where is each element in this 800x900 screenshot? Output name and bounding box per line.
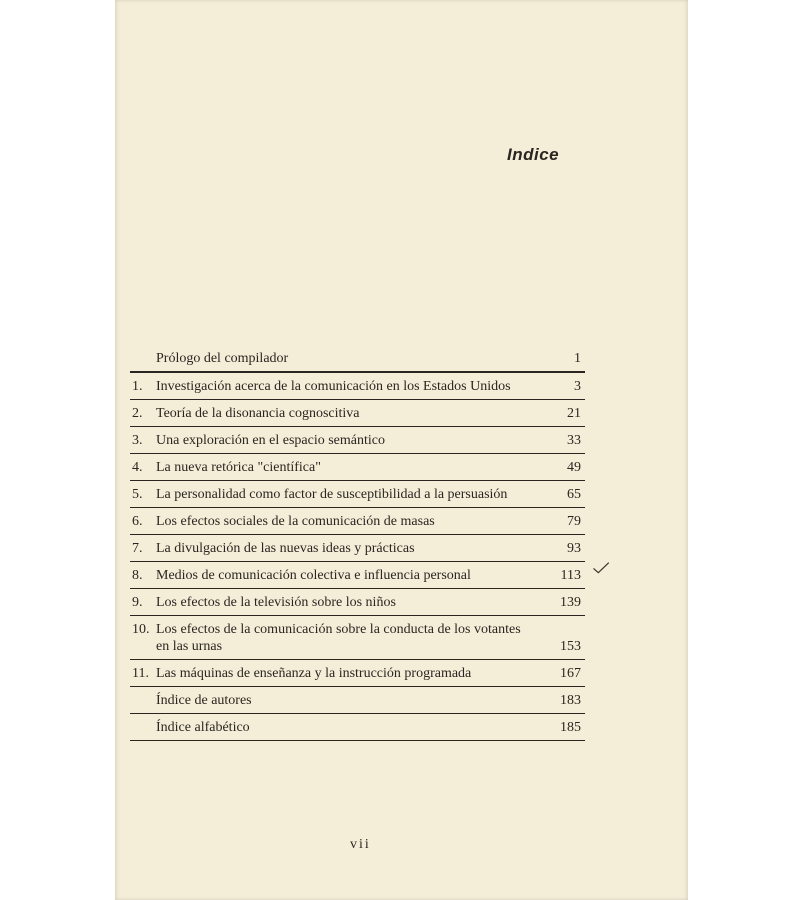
toc-row-prologue [130, 345, 585, 373]
toc-number: 7. [132, 541, 143, 556]
toc-page: 3 [574, 379, 581, 394]
toc-number: 11. [132, 666, 149, 681]
toc-row-4 [130, 454, 585, 481]
toc-page: 49 [567, 460, 581, 475]
toc-page: 33 [567, 433, 581, 448]
toc-number: 5. [132, 487, 143, 502]
toc-number: 1. [132, 379, 143, 394]
toc-page: 167 [560, 666, 581, 681]
toc-label: Investigación acerca de la comunicación en los Estados Unidos [156, 379, 511, 394]
toc-row-9 [130, 589, 585, 616]
toc-row-10 [130, 616, 585, 660]
toc-page: 183 [560, 693, 581, 708]
toc-row-6 [130, 508, 585, 535]
toc-number: 3. [132, 433, 143, 448]
toc-row-author-index [130, 687, 585, 714]
toc-label: Teoría de la disonancia cognoscitiva [156, 406, 360, 421]
toc-page: 1 [574, 351, 581, 366]
toc-row-8 [130, 562, 585, 589]
toc-label: Índice de autores [156, 693, 252, 708]
toc-row-11 [130, 660, 585, 687]
toc-number: 2. [132, 406, 143, 421]
toc-label: Una exploración en el espacio semántico [156, 433, 385, 448]
toc-number: 10. [132, 622, 150, 637]
toc-number: 4. [132, 460, 143, 475]
toc-label: Índice alfabético [156, 720, 250, 735]
toc-row-3 [130, 427, 585, 454]
toc-label: Prólogo del compilador [156, 351, 289, 366]
toc-label: Las máquinas de enseñanza y la instrucción programada [156, 666, 472, 681]
toc-number: 8. [132, 568, 143, 583]
toc-row-1 [130, 373, 585, 400]
checkmark-annotation-icon [592, 561, 613, 581]
toc-page: 93 [567, 541, 581, 556]
toc-label: La divulgación de las nuevas ideas y prácticas [156, 541, 415, 556]
toc-page: 139 [560, 595, 581, 610]
toc-label: La nueva retórica "científica" [156, 460, 321, 475]
toc-label: Medios de comunicación colectiva e influencia personal [156, 568, 471, 583]
page-number: vii [350, 837, 371, 852]
toc-page: 153 [560, 639, 581, 654]
toc-label: Los efectos de la comunicación sobre la conducta de los votantes en las urnas [156, 622, 521, 654]
toc-row-5 [130, 481, 585, 508]
toc-label: La personalidad como factor de susceptibilidad a la persuasión [156, 487, 508, 502]
toc-label: Los efectos sociales de la comunicación de masas [156, 514, 435, 529]
toc-number: 6. [132, 514, 143, 529]
toc-page: 65 [567, 487, 581, 502]
toc-page: 21 [567, 406, 581, 421]
table-of-contents [130, 345, 585, 741]
toc-page: 185 [560, 720, 581, 735]
toc-row-7 [130, 535, 585, 562]
toc-page: 79 [567, 514, 581, 529]
page-title: Indice [507, 145, 560, 164]
toc-number: 9. [132, 595, 143, 610]
toc-label: Los efectos de la televisión sobre los niños [156, 595, 396, 610]
toc-row-alphabetic-index [130, 714, 585, 741]
toc-row-2 [130, 400, 585, 427]
toc-page: 113 [560, 568, 581, 583]
